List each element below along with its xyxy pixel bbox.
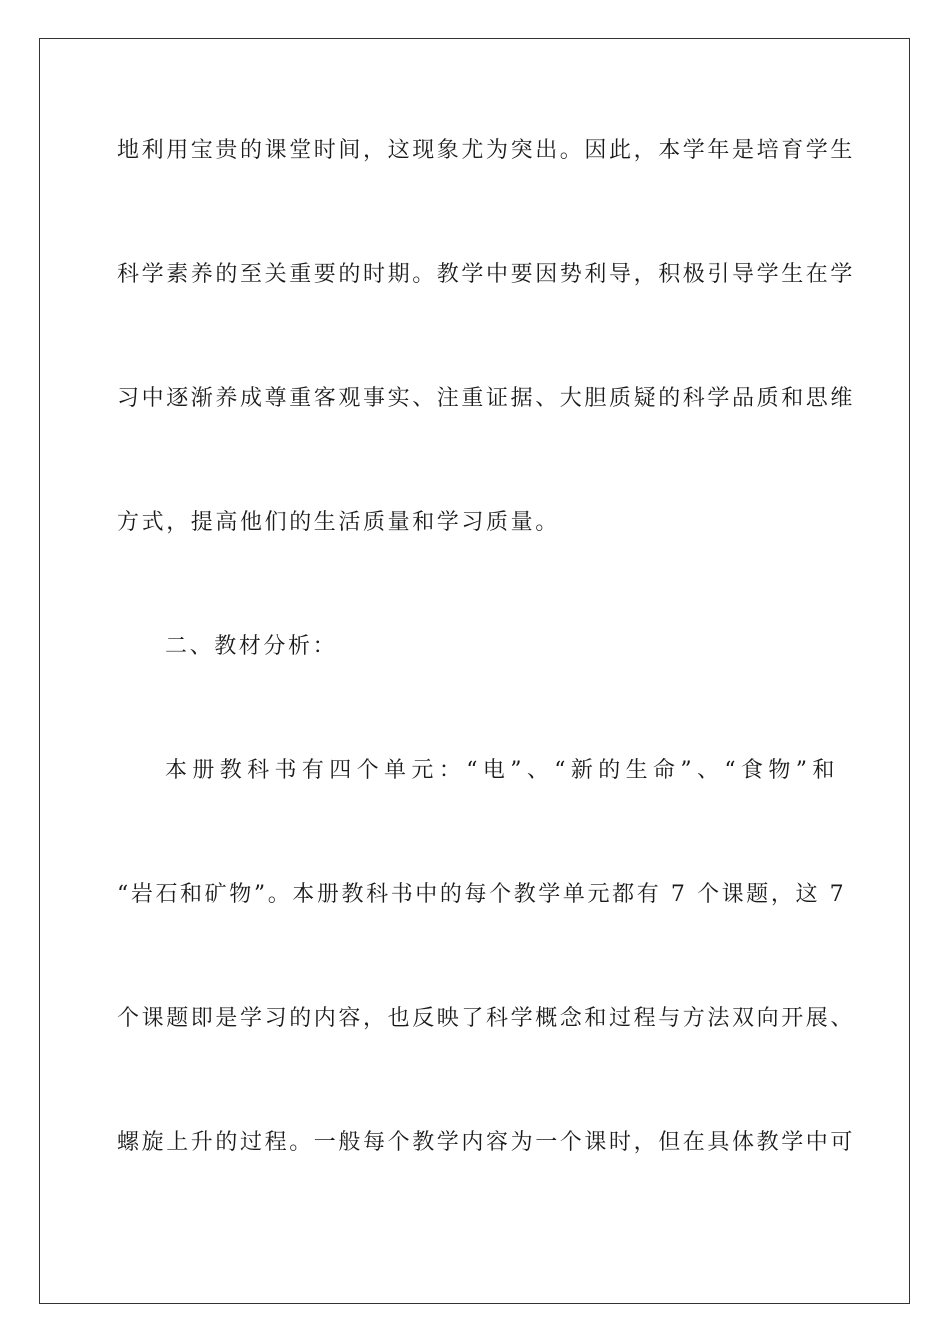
paragraph-line: 方式，提高他们的生活质量和学习质量。: [117, 510, 560, 535]
paragraph-line: 个课题即是学习的内容，也反映了科学概念和过程与方法双向开展、: [117, 1006, 856, 1031]
paragraph-line: 科学素养的至关重要的时期。教学中要因势利导，积极引导学生在学: [117, 262, 856, 287]
section-heading: 二、教材分析：: [165, 634, 338, 659]
page-border: [39, 38, 910, 1304]
paragraph-line: 地利用宝贵的课堂时间，这现象尤为突出。因此，本学年是培育学生: [117, 138, 856, 163]
paragraph-line: 本册教科书有四个单元：“电”、“新的生命”、“食物”和: [165, 758, 837, 783]
paragraph-line: 习中逐渐养成尊重客观事实、注重证据、大胆质疑的科学品质和思维: [117, 386, 856, 411]
paragraph-line: 螺旋上升的过程。一般每个教学内容为一个课时，但在具体教学中可: [117, 1130, 856, 1155]
paragraph-line: “岩石和矿物”。本册教科书中的每个教学单元都有 7 个课题，这 7: [117, 882, 847, 907]
